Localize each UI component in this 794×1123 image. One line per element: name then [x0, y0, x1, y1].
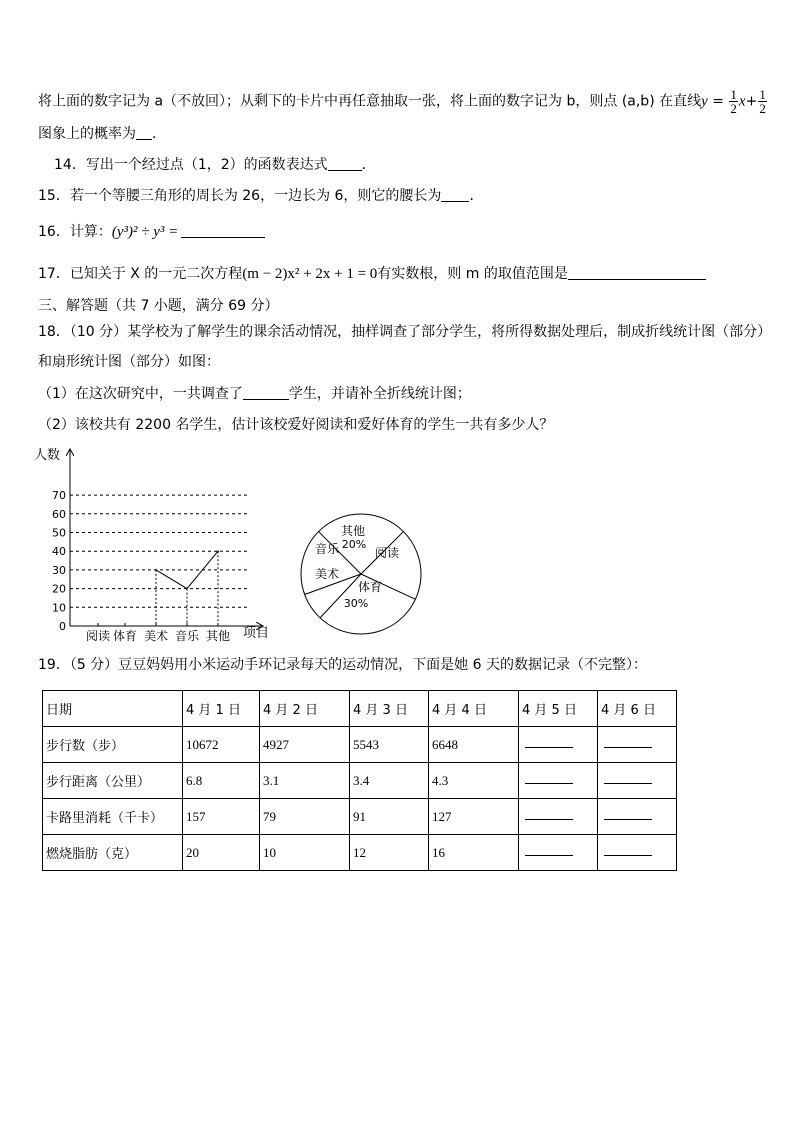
q14: 14．写出一个经过点（1，2）的函数表达式 ． [54, 157, 376, 173]
pie-chart [298, 511, 424, 637]
table-header-cell: 4 月 2 日 [260, 691, 350, 727]
q18-stem-line1: 18．（10 分）某学校为了解学生的课余活动情况，抽样调查了部分学生，将所得数据处理后，制成折线统计图（部分） [38, 324, 772, 340]
y-tick-label: 0 [59, 620, 66, 633]
blank-cell[interactable] [519, 799, 598, 835]
q13-answer-blank[interactable] [136, 139, 152, 140]
q19-stem: 19．（5 分）豆豆妈妈用小米运动手环记录每天的运动情况，下面是她 6 天的数据记录（不完整）： [38, 657, 647, 673]
x-tick-label: 其他 [205, 629, 231, 643]
blank-cell[interactable] [519, 727, 598, 763]
q17 [38, 264, 706, 284]
q17-equation: (m − 2)x² + 2x + 1 = 0 [242, 266, 378, 282]
y-tick-label: 60 [52, 507, 66, 521]
table-cell: 16 [429, 835, 519, 871]
x-tick-label: 阅读 [85, 629, 111, 643]
q17-suffix: 有实数根，则 m 的取值范围是 [377, 266, 568, 282]
row-label: 步行距离（公里） [43, 763, 183, 799]
blank-cell[interactable] [519, 763, 598, 799]
blank-cell[interactable] [598, 799, 677, 835]
q16-expression: (y³)² ÷ y³ = [111, 224, 179, 240]
table-header-row [43, 691, 677, 727]
row-label: 燃烧脂肪（克） [43, 835, 183, 871]
q15: 15．若一个等腰三角形的周长为 26，一边长为 6，则它的腰长为 ． [38, 188, 484, 204]
q17-answer-blank[interactable] [568, 279, 706, 280]
table-row [43, 763, 677, 799]
table-header-cell: 4 月 3 日 [350, 691, 429, 727]
table-cell: 4.3 [429, 763, 519, 799]
table-cell: 91 [350, 799, 429, 835]
slice-label: 体育 [357, 580, 383, 594]
q13-line2: 图象上的概率为 ． [38, 126, 166, 142]
q13-eq-plus: + [745, 93, 758, 110]
x-axis-label: 项目 [243, 626, 270, 641]
blank-cell[interactable] [598, 763, 677, 799]
blank-cell[interactable] [598, 727, 677, 763]
blank-cell[interactable] [598, 835, 677, 871]
q15-text: 15．若一个等腰三角形的周长为 26，一边长为 6，则它的腰长为 [38, 188, 442, 204]
q13-line1 [38, 88, 768, 115]
y-tick-label: 70 [52, 489, 66, 503]
q14-text: 14．写出一个经过点（1，2）的函数表达式 [54, 157, 328, 173]
q18-answer-blank[interactable] [243, 399, 289, 400]
exercise-data-table [42, 690, 677, 871]
table-header-cell: 4 月 1 日 [183, 691, 260, 727]
x-tick-label: 美术 [143, 629, 169, 643]
y-axis-label: 人数 [34, 448, 61, 463]
y-tick-label: 40 [52, 545, 66, 559]
table-cell: 12 [350, 835, 429, 871]
line-chart [30, 440, 280, 645]
table-cell: 20 [183, 835, 260, 871]
table-header-cell: 4 月 4 日 [429, 691, 519, 727]
slice-label: 音乐 [314, 542, 340, 556]
table-cell: 3.1 [260, 763, 350, 799]
table-row [43, 727, 677, 763]
q13-eq-y: y [701, 93, 708, 110]
q13-eq-x: x [738, 93, 746, 110]
table-cell: 3.4 [350, 763, 429, 799]
q13-eq-eq: = [707, 93, 729, 110]
table-row [43, 799, 677, 835]
slice-percent: 30% [343, 597, 369, 610]
slice-label: 阅读 [374, 546, 400, 560]
table-cell: 10672 [183, 727, 260, 763]
q18-stem-line2: 和扇形统计图（部分）如图： [38, 354, 220, 370]
q13-line2-text: 图象上的概率为 [38, 126, 136, 142]
slice-label: 其他 [340, 524, 366, 538]
q16-prefix: 16．计算： [38, 224, 112, 240]
slice-percent: 20% [341, 538, 367, 551]
table-cell: 6648 [429, 727, 519, 763]
table-header-cell: 4 月 6 日 [598, 691, 677, 727]
slice-label: 美术 [314, 567, 340, 581]
q18-sub1: （1）在这次研究中，一共调查了 学生，并请补全折线统计图； [38, 386, 471, 402]
q18-sub2: （2）该校共有 2200 名学生，估计该校爱好阅读和爱好体育的学生一共有多少人？ [38, 417, 554, 433]
table-cell: 5543 [350, 727, 429, 763]
blank-cell[interactable] [519, 835, 598, 871]
table-cell: 79 [260, 799, 350, 835]
y-tick-label: 20 [52, 582, 66, 596]
table-header-cell: 日期 [43, 691, 183, 727]
q13-frac1: $\frac{1}{2}$ [730, 87, 737, 116]
y-tick-label: 30 [52, 563, 66, 577]
table-row [43, 835, 677, 871]
table-cell: 6.8 [183, 763, 260, 799]
table-cell: 4927 [260, 727, 350, 763]
x-tick-label: 音乐 [174, 629, 200, 643]
y-tick-label: 50 [52, 526, 66, 540]
row-label: 卡路里消耗（千卡） [43, 799, 183, 835]
q16-answer-blank[interactable] [181, 237, 265, 238]
table-header-cell: 4 月 5 日 [519, 691, 598, 727]
q13-text: 将上面的数字记为 a（不放回）；从剩下的卡片中再任意抽取一张，将上面的数字记为 b，则点 (a,b) 在直线 [38, 93, 702, 110]
q13-frac2: $\frac{1}{2}$ [759, 87, 766, 116]
q14-answer-blank[interactable] [328, 170, 362, 171]
table-cell: 127 [429, 799, 519, 835]
x-tick-label: 体育 [112, 629, 138, 643]
table-cell: 10 [260, 835, 350, 871]
y-tick-label: 10 [52, 601, 66, 615]
row-label: 步行数（步） [43, 727, 183, 763]
q15-answer-blank[interactable] [441, 201, 469, 202]
q17-prefix: 17．已知关于 X 的一元二次方程 [38, 266, 243, 282]
q16 [38, 222, 265, 242]
table-cell: 157 [183, 799, 260, 835]
section-title: 三、解答题（共 7 小题，满分 69 分） [38, 298, 279, 314]
